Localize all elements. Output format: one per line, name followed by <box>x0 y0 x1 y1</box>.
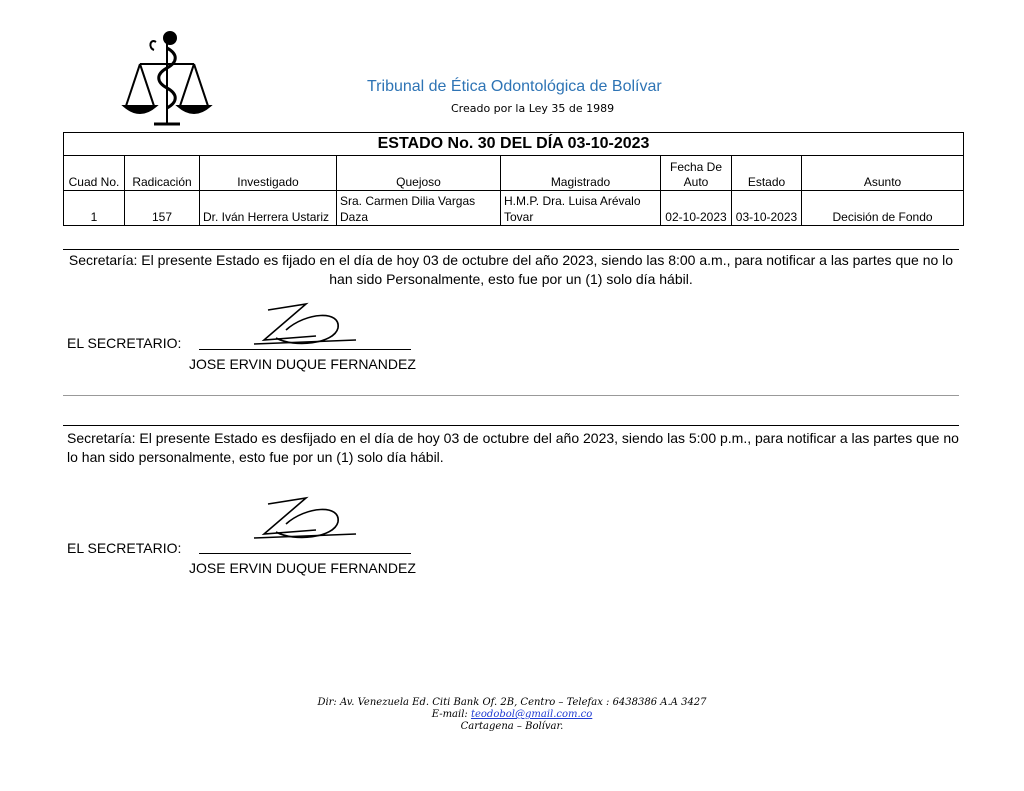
column-header: Radicación <box>125 156 200 191</box>
signer-name: JOSE ERVIN DUQUE FERNANDEZ <box>189 356 416 372</box>
estado-title: ESTADO No. 30 DEL DÍA 03-10-2023 <box>64 133 964 156</box>
signer-label: EL SECRETARIO: <box>67 335 182 351</box>
footer-address: Dir: Av. Venezuela Ed. Citi Bank Of. 2B, Centro – Telefax : 6438386 A.A 3427 <box>317 697 707 708</box>
cell-magistrado: H.M.P. Dra. Luisa Arévalo Tovar <box>501 191 661 226</box>
cell-asunto: Decisión de Fondo <box>802 191 964 226</box>
cell-cuad: 1 <box>64 191 125 226</box>
org-name: Tribunal de Ética Odontológica de Bolívar <box>367 78 662 95</box>
column-header: Fecha De Auto <box>661 156 732 191</box>
signature-line <box>199 349 411 350</box>
column-header: Investigado <box>200 156 337 191</box>
desfijacion-text: Secretaría: El presente Estado es desfijado en el día de hoy 03 de octubre del año 2023, siendo las 5:00 p.m., para notificar a las partes que no lo han sido personalmente, esto fue por un (1) solo día hábil. <box>67 430 959 465</box>
table-header-row <box>64 156 964 191</box>
cell-investigado: Dr. Iván Herrera Ustariz <box>200 191 337 226</box>
footer-email-link[interactable]: teodobol@gmail.com.co <box>470 709 593 720</box>
org-subtitle: Creado por la Ley 35 de 1989 <box>451 102 615 115</box>
tribunal-scales-logo-icon <box>118 28 216 128</box>
footer-email-line <box>0 709 1024 721</box>
secretary-signature-icon <box>246 494 366 544</box>
estado-table <box>63 132 964 226</box>
signer-name: JOSE ERVIN DUQUE FERNANDEZ <box>189 560 416 576</box>
divider <box>63 249 959 250</box>
signature-line <box>199 553 411 554</box>
table-row <box>64 191 964 226</box>
footer-email-label: E-mail: <box>431 709 468 720</box>
column-header: Estado <box>732 156 802 191</box>
secretary-signature-icon <box>246 300 366 350</box>
cell-radicacion: 157 <box>125 191 200 226</box>
footer-city: Cartagena – Bolívar. <box>460 721 564 732</box>
column-header: Quejoso <box>337 156 501 191</box>
divider <box>63 425 959 426</box>
cell-quejoso: Sra. Carmen Dilia Vargas Daza <box>337 191 501 226</box>
column-header: Magistrado <box>501 156 661 191</box>
fijacion-text: Secretaría: El presente Estado es fijado en el día de hoy 03 de octubre del año 2023, siendo las 8:00 a.m., para notificar a las partes que no lo han sido Personalmente, esto fue por un (1) solo día hábil. <box>68 252 954 287</box>
signer-label: EL SECRETARIO: <box>67 540 182 556</box>
column-header: Cuad No. <box>64 156 125 191</box>
cell-estado: 03-10-2023 <box>732 191 802 226</box>
cell-fecha-auto: 02-10-2023 <box>661 191 732 226</box>
divider <box>63 395 959 396</box>
column-header: Asunto <box>802 156 964 191</box>
